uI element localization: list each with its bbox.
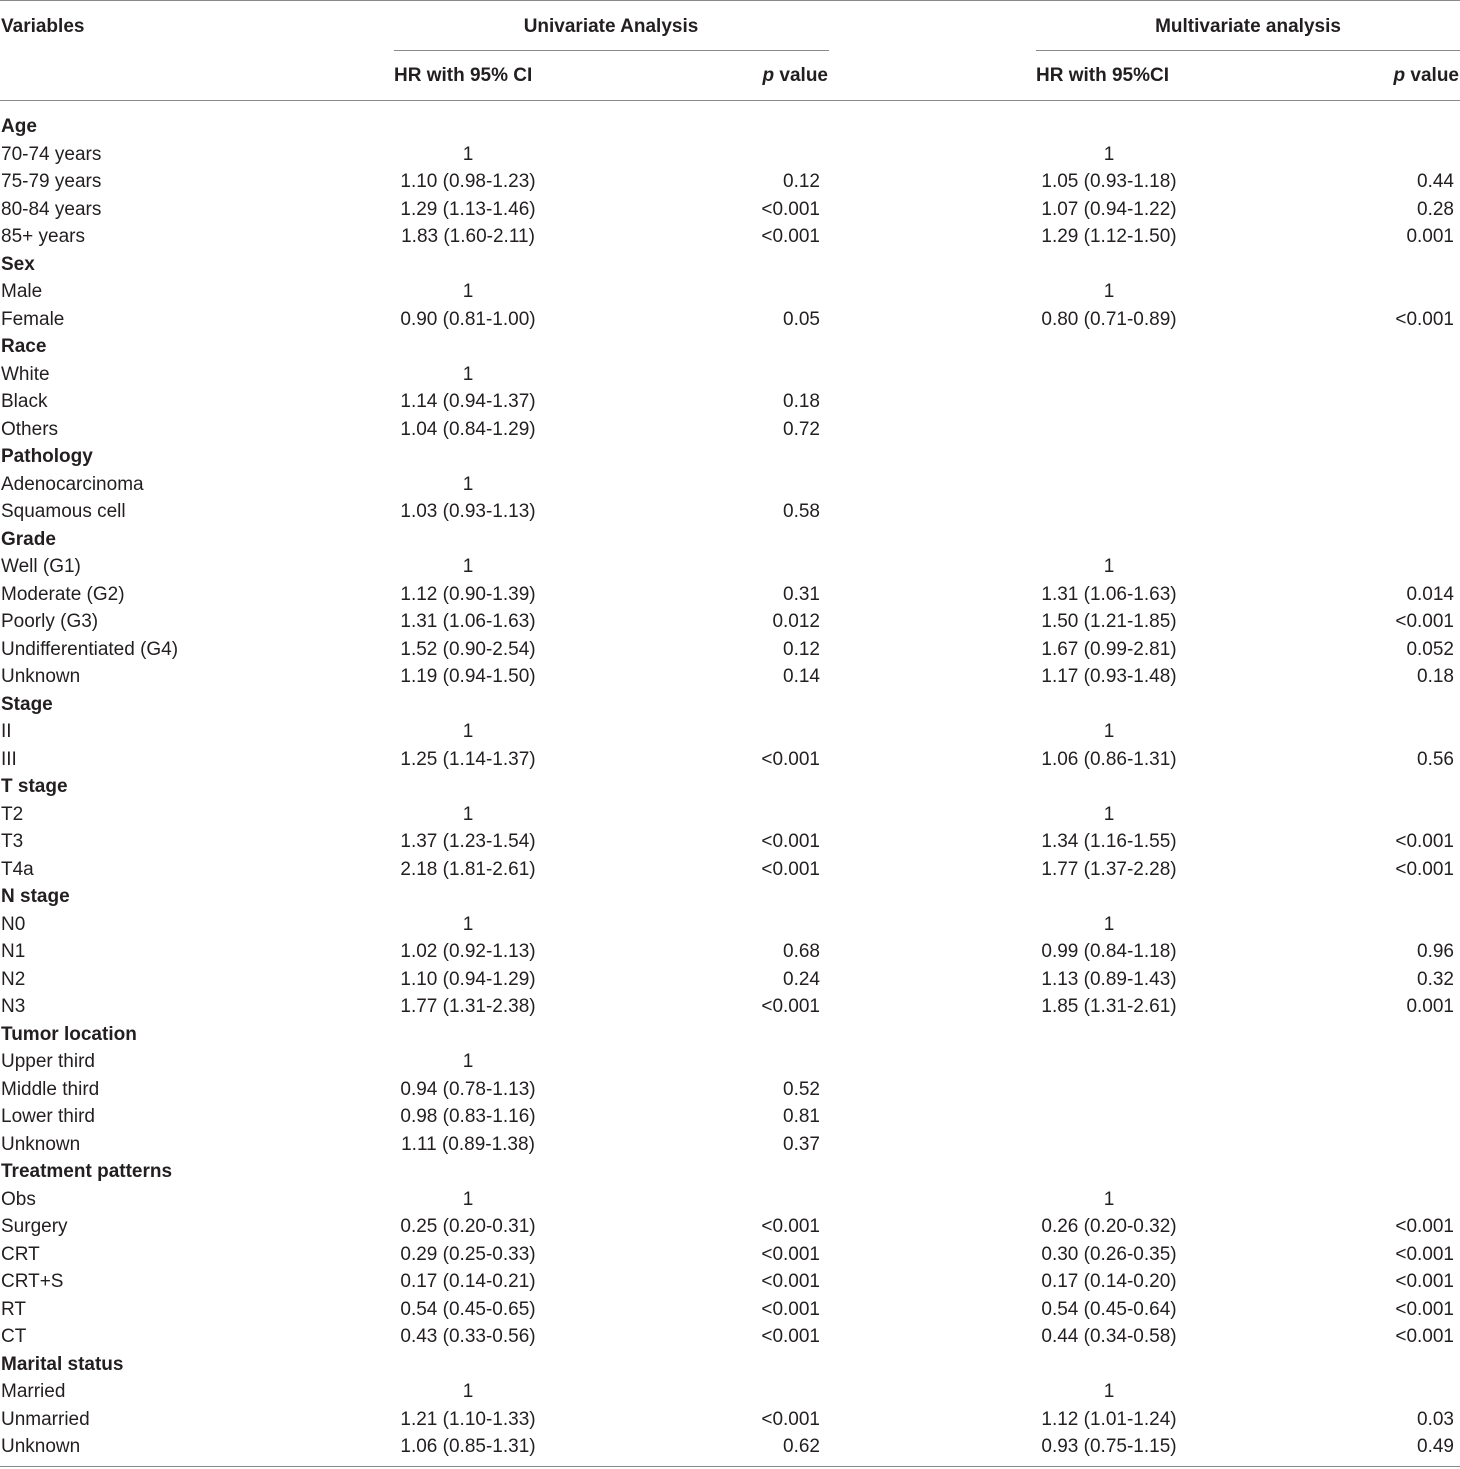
variable-label: Female bbox=[1, 308, 65, 330]
section-label: Sex bbox=[1, 253, 35, 275]
section-label: Treatment patterns bbox=[1, 1161, 173, 1182]
table-row bbox=[0, 608, 1460, 636]
section-label: T stage bbox=[1, 776, 68, 797]
univariate-hr-cell: 0.94 (0.78-1.13) bbox=[400, 1078, 536, 1100]
multivariate-p-cell: 0.052 bbox=[1406, 638, 1454, 660]
multivariate-p-cell: 0.96 bbox=[1417, 941, 1454, 962]
univariate-p-cell: <0.001 bbox=[761, 1408, 820, 1430]
section-header-row bbox=[0, 333, 1460, 361]
multivariate-p-cell: 0.03 bbox=[1417, 1408, 1454, 1430]
univariate-hr-cell: 1.83 (1.60-2.11) bbox=[401, 226, 535, 247]
bottom-rule bbox=[0, 1466, 1460, 1467]
univariate-hr-cell: 0.54 (0.45-0.65) bbox=[400, 1298, 536, 1320]
variable-label: Well (G1) bbox=[1, 556, 81, 577]
multivariate-hr-cell: 0.80 (0.71-0.89) bbox=[1041, 308, 1177, 330]
univariate-hr-cell: 1.03 (0.93-1.13) bbox=[400, 501, 536, 522]
univariate-p-cell: <0.001 bbox=[761, 831, 820, 852]
univariate-hr-cell: 0.17 (0.14-0.21) bbox=[400, 1271, 536, 1292]
univariate-p-cell: 0.14 bbox=[783, 666, 820, 687]
variable-label: Squamous cell bbox=[1, 501, 126, 522]
variable-label: II bbox=[1, 721, 12, 742]
table-row bbox=[0, 553, 1460, 581]
univariate-hr-cell: 1.21 (1.10-1.33) bbox=[400, 1408, 536, 1430]
variable-label: Middle third bbox=[1, 1078, 100, 1100]
univariate-hr-cell: 1.31 (1.06-1.63) bbox=[400, 611, 536, 632]
multivariate-p-cell: <0.001 bbox=[1395, 1326, 1454, 1347]
univariate-p-cell: 0.72 bbox=[783, 418, 820, 440]
table-row bbox=[0, 636, 1460, 664]
variable-label: N0 bbox=[1, 913, 26, 935]
section-header-row bbox=[0, 773, 1460, 801]
univariate-p-cell: 0.62 bbox=[783, 1436, 820, 1457]
table-row bbox=[0, 1406, 1460, 1434]
header-uni-p-italic: p bbox=[762, 65, 775, 86]
univariate-hr-cell: 1 bbox=[462, 721, 474, 742]
univariate-span-rule bbox=[394, 50, 829, 51]
section-header-row bbox=[0, 443, 1460, 471]
table-row bbox=[0, 663, 1460, 691]
table-row bbox=[0, 718, 1460, 746]
multivariate-hr-cell: 0.30 (0.26-0.35) bbox=[1041, 1243, 1177, 1265]
variable-label: Unmarried bbox=[1, 1408, 90, 1430]
header-multi-hr: HR with 95%CI bbox=[1036, 65, 1170, 86]
header-multi-p-rest: value bbox=[1405, 65, 1459, 86]
top-rule bbox=[0, 0, 1460, 1]
univariate-hr-cell: 0.25 (0.20-0.31) bbox=[400, 1216, 536, 1237]
multivariate-p-cell: <0.001 bbox=[1395, 611, 1454, 632]
univariate-hr-cell: 1 bbox=[462, 1188, 474, 1210]
variable-label: T3 bbox=[1, 831, 24, 852]
multivariate-hr-cell: 1 bbox=[1103, 913, 1115, 935]
variable-label: 75-79 years bbox=[1, 171, 102, 192]
multivariate-hr-cell: 0.99 (0.84-1.18) bbox=[1041, 941, 1177, 962]
multivariate-p-cell: <0.001 bbox=[1395, 1243, 1454, 1265]
multivariate-p-cell: 0.49 bbox=[1417, 1436, 1454, 1457]
variable-label: Unknown bbox=[1, 666, 81, 687]
multivariate-p-cell: <0.001 bbox=[1395, 831, 1454, 852]
table-row bbox=[0, 1268, 1460, 1296]
univariate-p-cell: <0.001 bbox=[761, 858, 820, 880]
multivariate-hr-cell: 1.13 (0.89-1.43) bbox=[1041, 968, 1177, 990]
section-label: Age bbox=[1, 116, 37, 137]
multivariate-hr-cell: 1.34 (1.16-1.55) bbox=[1041, 831, 1177, 852]
table-row bbox=[0, 801, 1460, 829]
section-label: Pathology bbox=[1, 446, 93, 467]
table-row bbox=[0, 196, 1460, 224]
table-row bbox=[0, 938, 1460, 966]
univariate-hr-cell: 1 bbox=[462, 803, 474, 825]
univariate-p-cell: <0.001 bbox=[761, 226, 820, 247]
multivariate-hr-cell: 1 bbox=[1103, 556, 1115, 577]
univariate-hr-cell: 1.29 (1.13-1.46) bbox=[400, 198, 536, 220]
univariate-hr-cell: 0.90 (0.81-1.00) bbox=[400, 308, 536, 330]
header-uni-p bbox=[763, 65, 828, 87]
univariate-hr-cell: 2.18 (1.81-2.61) bbox=[400, 858, 536, 880]
univariate-hr-cell: 1 bbox=[462, 556, 474, 577]
section-label: N stage bbox=[1, 886, 70, 907]
variable-label: 85+ years bbox=[1, 226, 85, 247]
section-header-row bbox=[0, 1158, 1460, 1186]
variable-label: Obs bbox=[1, 1188, 36, 1210]
multivariate-p-cell: 0.001 bbox=[1406, 996, 1454, 1017]
variable-label: CRT bbox=[1, 1243, 40, 1265]
header-uni-hr: HR with 95% CI bbox=[394, 65, 533, 86]
univariate-hr-cell: 1.10 (0.94-1.29) bbox=[400, 968, 536, 990]
table-row bbox=[0, 581, 1460, 609]
multivariate-p-cell: <0.001 bbox=[1395, 308, 1454, 330]
univariate-p-cell: 0.52 bbox=[783, 1078, 820, 1100]
univariate-hr-cell: 1.14 (0.94-1.37) bbox=[400, 391, 536, 412]
table-row bbox=[0, 856, 1460, 884]
univariate-hr-cell: 1.10 (0.98-1.23) bbox=[400, 171, 536, 192]
univariate-p-cell: <0.001 bbox=[761, 1216, 820, 1237]
section-header-row bbox=[0, 691, 1460, 719]
variable-label: Lower third bbox=[1, 1106, 95, 1127]
section-header-row bbox=[0, 1021, 1460, 1049]
variable-label: Upper third bbox=[1, 1051, 95, 1072]
table-row bbox=[0, 1103, 1460, 1131]
univariate-p-cell: 0.68 bbox=[783, 941, 820, 962]
header-bottom-rule bbox=[0, 100, 1460, 101]
table-row bbox=[0, 1323, 1460, 1351]
variable-label: T2 bbox=[1, 803, 24, 825]
variable-label: Black bbox=[1, 391, 48, 412]
header-uni-p-rest: value bbox=[774, 65, 828, 86]
multivariate-hr-cell: 1 bbox=[1103, 803, 1115, 825]
table-row bbox=[0, 278, 1460, 306]
univariate-hr-cell: 1.52 (0.90-2.54) bbox=[400, 638, 536, 660]
univariate-hr-cell: 0.43 (0.33-0.56) bbox=[400, 1326, 536, 1347]
table-row bbox=[0, 141, 1460, 169]
header-multi-p bbox=[1394, 65, 1459, 87]
table-row bbox=[0, 828, 1460, 856]
multivariate-p-cell: <0.001 bbox=[1395, 1298, 1454, 1320]
multivariate-p-cell: 0.44 bbox=[1417, 171, 1454, 192]
univariate-p-cell: 0.24 bbox=[783, 968, 820, 990]
univariate-p-cell: 0.31 bbox=[783, 583, 820, 605]
multivariate-p-cell: 0.014 bbox=[1406, 583, 1454, 605]
univariate-p-cell: <0.001 bbox=[761, 198, 820, 220]
section-label: Race bbox=[1, 336, 47, 357]
table-row bbox=[0, 1076, 1460, 1104]
table-row bbox=[0, 911, 1460, 939]
table-row bbox=[0, 746, 1460, 774]
variable-label: III bbox=[1, 748, 17, 770]
multivariate-p-cell: 0.001 bbox=[1406, 226, 1454, 247]
univariate-hr-cell: 1.11 (0.89-1.38) bbox=[401, 1133, 535, 1155]
section-header-row bbox=[0, 883, 1460, 911]
table-row bbox=[0, 361, 1460, 389]
variable-label: T4a bbox=[1, 858, 34, 880]
variable-label: White bbox=[1, 363, 50, 385]
multivariate-p-cell: 0.56 bbox=[1417, 748, 1454, 770]
univariate-hr-cell: 0.29 (0.25-0.33) bbox=[400, 1243, 536, 1265]
variable-label: CT bbox=[1, 1326, 27, 1347]
univariate-hr-cell: 1.25 (1.14-1.37) bbox=[400, 748, 536, 770]
multivariate-hr-cell: 0.17 (0.14-0.20) bbox=[1041, 1271, 1177, 1292]
section-label: Tumor location bbox=[1, 1023, 137, 1045]
table-row bbox=[0, 416, 1460, 444]
univariate-p-cell: <0.001 bbox=[761, 1243, 820, 1265]
header-multi-p-italic: p bbox=[1393, 65, 1406, 86]
header-multivariate: Multivariate analysis bbox=[1155, 16, 1341, 37]
multivariate-hr-cell: 1 bbox=[1103, 1381, 1115, 1402]
univariate-hr-cell: 1.12 (0.90-1.39) bbox=[400, 583, 536, 605]
multivariate-hr-cell: 1.50 (1.21-1.85) bbox=[1041, 611, 1177, 632]
table-row bbox=[0, 993, 1460, 1021]
univariate-p-cell: 0.58 bbox=[783, 501, 820, 522]
multivariate-hr-cell: 1.77 (1.37-2.28) bbox=[1041, 858, 1177, 880]
variable-label: Male bbox=[1, 281, 43, 302]
multivariate-hr-cell: 0.26 (0.20-0.32) bbox=[1041, 1216, 1177, 1237]
multivariate-hr-cell: 0.44 (0.34-0.58) bbox=[1041, 1326, 1177, 1347]
univariate-hr-cell: 1.02 (0.92-1.13) bbox=[400, 941, 536, 962]
multivariate-hr-cell: 1.17 (0.93-1.48) bbox=[1041, 666, 1177, 687]
table-row bbox=[0, 168, 1460, 196]
variable-label: Unknown bbox=[1, 1133, 81, 1155]
section-header-row bbox=[0, 251, 1460, 279]
header-variables: Variables bbox=[1, 16, 85, 37]
variable-label: 70-74 years bbox=[1, 143, 102, 165]
section-header-row bbox=[0, 526, 1460, 554]
variable-label: Undifferentiated (G4) bbox=[1, 638, 179, 660]
section-label: Stage bbox=[1, 693, 53, 715]
variable-label: Others bbox=[1, 418, 59, 440]
variable-label: Moderate (G2) bbox=[1, 583, 125, 605]
multivariate-hr-cell: 1.12 (1.01-1.24) bbox=[1041, 1408, 1177, 1430]
univariate-hr-cell: 1.06 (0.85-1.31) bbox=[400, 1436, 536, 1457]
univariate-p-cell: <0.001 bbox=[761, 1271, 820, 1292]
variable-label: N2 bbox=[1, 968, 26, 990]
univariate-p-cell: <0.001 bbox=[761, 1298, 820, 1320]
table-row bbox=[0, 471, 1460, 499]
multivariate-hr-cell: 1.67 (0.99-2.81) bbox=[1041, 638, 1177, 660]
univariate-hr-cell: 1 bbox=[462, 1381, 474, 1402]
header-univariate: Univariate Analysis bbox=[523, 16, 699, 37]
multivariate-hr-cell: 0.93 (0.75-1.15) bbox=[1041, 1436, 1177, 1457]
multivariate-hr-cell: 1.06 (0.86-1.31) bbox=[1041, 748, 1177, 770]
univariate-hr-cell: 1.37 (1.23-1.54) bbox=[400, 831, 536, 852]
table-row bbox=[0, 966, 1460, 994]
multivariate-hr-cell: 1.07 (0.94-1.22) bbox=[1041, 198, 1177, 220]
univariate-p-cell: <0.001 bbox=[761, 996, 820, 1017]
univariate-p-cell: 0.18 bbox=[783, 391, 820, 412]
univariate-p-cell: 0.81 bbox=[783, 1106, 820, 1127]
multivariate-hr-cell: 1.05 (0.93-1.18) bbox=[1041, 171, 1177, 192]
univariate-hr-cell: 1 bbox=[462, 281, 474, 302]
multivariate-hr-cell: 1.85 (1.31-2.61) bbox=[1041, 996, 1177, 1017]
variable-label: Married bbox=[1, 1381, 66, 1402]
variable-label: Poorly (G3) bbox=[1, 611, 99, 632]
variable-label: N1 bbox=[1, 941, 26, 962]
univariate-p-cell: 0.12 bbox=[783, 638, 820, 660]
univariate-hr-cell: 1 bbox=[462, 1051, 474, 1072]
univariate-p-cell: 0.012 bbox=[772, 611, 820, 632]
table-row bbox=[0, 1296, 1460, 1324]
table-body bbox=[0, 113, 1460, 1461]
univariate-hr-cell: 1.77 (1.31-2.38) bbox=[400, 996, 536, 1017]
multivariate-hr-cell: 1 bbox=[1103, 281, 1115, 302]
variable-label: RT bbox=[1, 1298, 26, 1320]
multivariate-hr-cell: 1 bbox=[1103, 721, 1115, 742]
univariate-p-cell: <0.001 bbox=[761, 748, 820, 770]
multivariate-hr-cell: 1 bbox=[1103, 1188, 1115, 1210]
table-row bbox=[0, 1213, 1460, 1241]
table-row bbox=[0, 388, 1460, 416]
section-header-row bbox=[0, 1351, 1460, 1379]
table-row bbox=[0, 1241, 1460, 1269]
variable-label: 80-84 years bbox=[1, 198, 102, 220]
section-header-row bbox=[0, 113, 1460, 141]
multivariate-p-cell: 0.32 bbox=[1417, 968, 1454, 990]
multivariate-hr-cell: 1.31 (1.06-1.63) bbox=[1041, 583, 1177, 605]
multivariate-span-rule bbox=[1036, 50, 1460, 51]
table-row bbox=[0, 1186, 1460, 1214]
table-row bbox=[0, 306, 1460, 334]
univariate-hr-cell: 1 bbox=[462, 363, 474, 385]
multivariate-p-cell: <0.001 bbox=[1395, 858, 1454, 880]
table-row bbox=[0, 1378, 1460, 1406]
multivariate-hr-cell: 1.29 (1.12-1.50) bbox=[1041, 226, 1177, 247]
section-label: Grade bbox=[1, 528, 56, 550]
multivariate-hr-cell: 0.54 (0.45-0.64) bbox=[1041, 1298, 1177, 1320]
univariate-hr-cell: 1.04 (0.84-1.29) bbox=[400, 418, 536, 440]
multivariate-p-cell: <0.001 bbox=[1395, 1271, 1454, 1292]
multivariate-p-cell: 0.18 bbox=[1417, 666, 1454, 687]
variable-label: Unknown bbox=[1, 1436, 81, 1457]
table-row bbox=[0, 223, 1460, 251]
univariate-hr-cell: 1 bbox=[462, 473, 474, 495]
table-row bbox=[0, 1433, 1460, 1461]
univariate-p-cell: <0.001 bbox=[761, 1326, 820, 1347]
table-row bbox=[0, 1131, 1460, 1159]
table-row bbox=[0, 1048, 1460, 1076]
variable-label: N3 bbox=[1, 996, 26, 1017]
univariate-p-cell: 0.05 bbox=[783, 308, 820, 330]
variable-label: Surgery bbox=[1, 1216, 68, 1237]
table-row bbox=[0, 498, 1460, 526]
univariate-hr-cell: 0.98 (0.83-1.16) bbox=[400, 1106, 536, 1127]
multivariate-hr-cell: 1 bbox=[1103, 143, 1115, 165]
univariate-hr-cell: 1 bbox=[462, 143, 474, 165]
univariate-hr-cell: 1 bbox=[462, 913, 474, 935]
variable-label: Adenocarcinoma bbox=[1, 473, 144, 495]
multivariate-p-cell: 0.28 bbox=[1417, 198, 1454, 220]
univariate-p-cell: 0.12 bbox=[783, 171, 820, 192]
multivariate-p-cell: <0.001 bbox=[1395, 1216, 1454, 1237]
variable-label: CRT+S bbox=[1, 1271, 64, 1292]
univariate-p-cell: 0.37 bbox=[783, 1133, 820, 1155]
section-label: Marital status bbox=[1, 1353, 124, 1375]
univariate-hr-cell: 1.19 (0.94-1.50) bbox=[400, 666, 536, 687]
